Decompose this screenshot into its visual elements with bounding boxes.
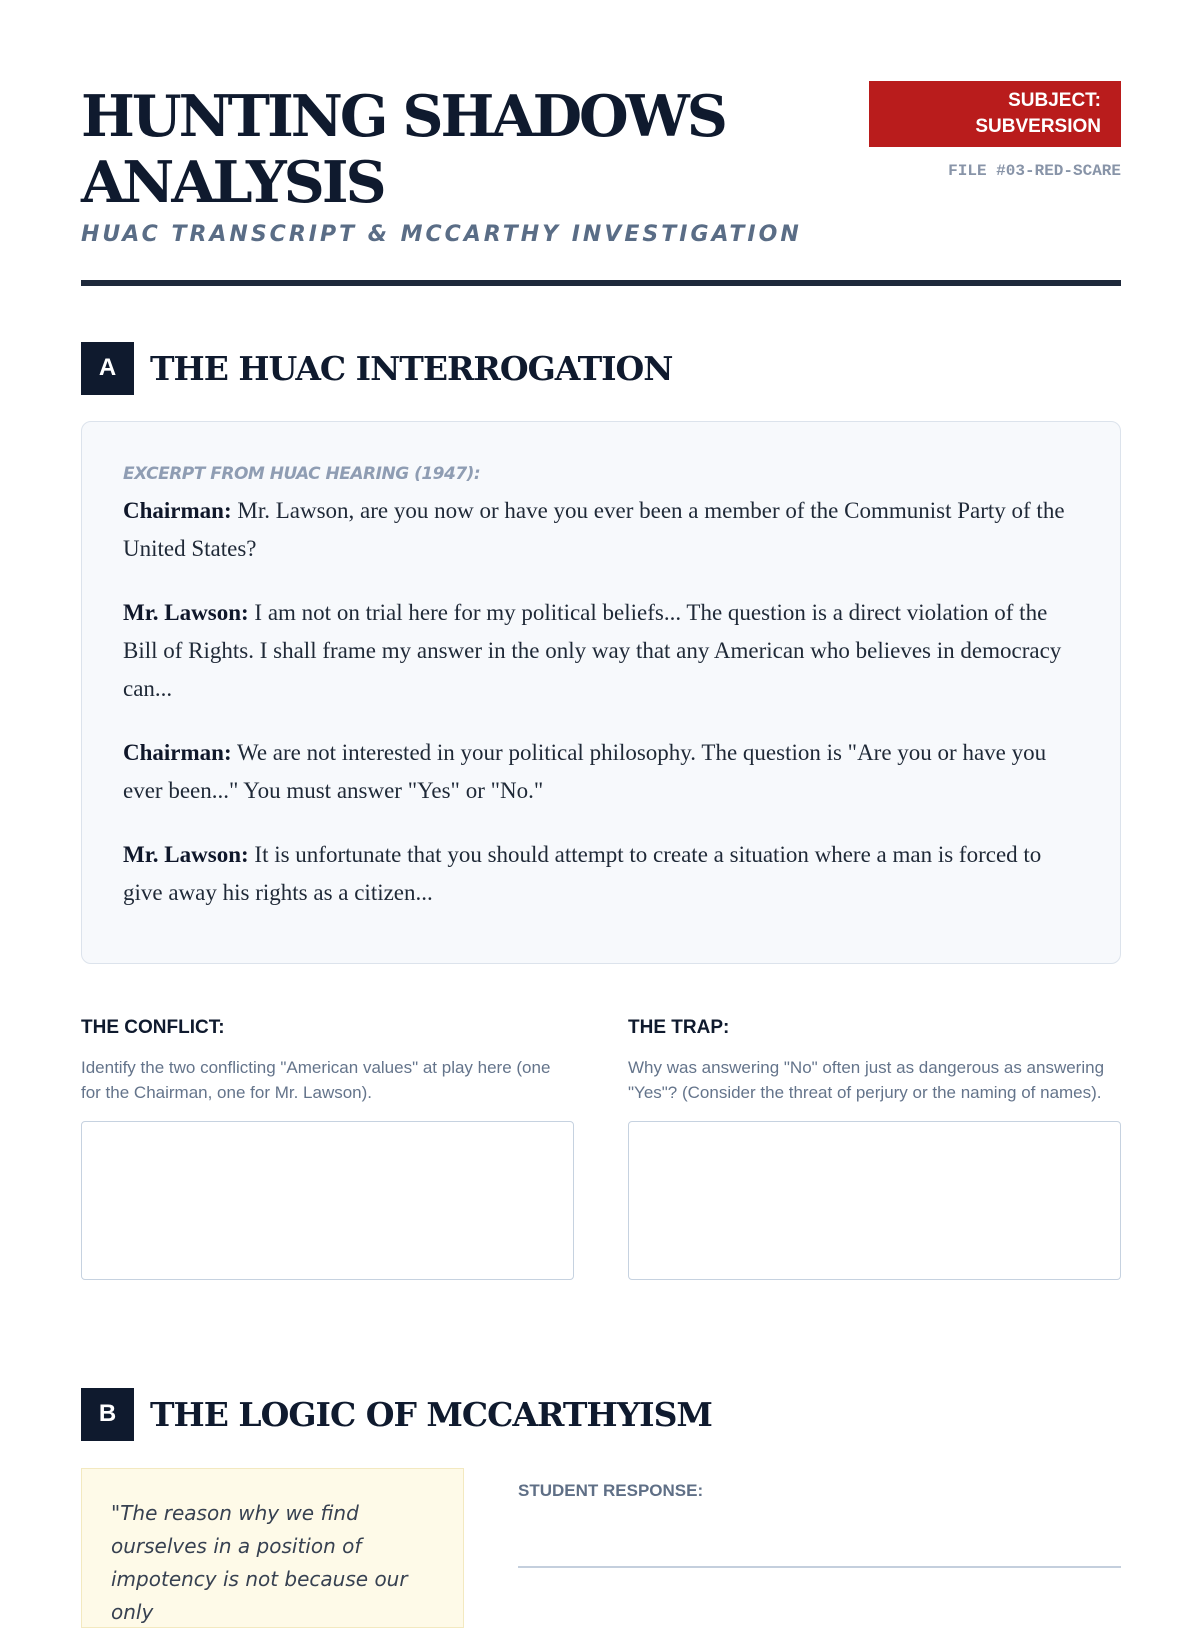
speech-text: We are not interested in your political philosophy. The question is "Are you or have you ever been..." You must answer "Yes" or "No." (123, 740, 1047, 803)
trap-prompt: Why was answering "No" often just as dangerous as answering "Yes"? (Consider the threat of perjury or the naming of names). (628, 1058, 1105, 1102)
speech-text: It is unfortunate that you should attempt to create a situation where a man is forced to give away his rights as a citizen... (123, 842, 1042, 905)
header-divider (81, 280, 1121, 286)
mccarthy-quote: "The reason why we find ourselves in a position of impotency is not because our only (111, 1501, 408, 1624)
file-number: FILE #03-RED-SCARE (948, 162, 1121, 180)
conflict-answer-box[interactable] (81, 1121, 574, 1280)
section-a-title: THE HUAC INTERROGATION (150, 348, 673, 388)
section-a-letter: A (81, 342, 134, 395)
transcript-excerpt (81, 421, 1121, 964)
transcript-line (123, 594, 1080, 708)
page-title: HUNTING SHADOWS ANALYSIS (81, 83, 725, 216)
student-response-line[interactable] (518, 1566, 1121, 1568)
conflict-prompt: Identify the two conflicting "American values" at play here (one for the Chairman, one for Mr. Lawson). (81, 1058, 551, 1102)
trap-question (628, 1017, 1121, 1280)
trap-answer-box[interactable] (628, 1121, 1121, 1280)
transcript-line (123, 734, 1080, 810)
student-response-label: STUDENT RESPONSE: (518, 1481, 704, 1500)
speech-text: Mr. Lawson, are you now or have you ever been a member of the Communist Party of the United States? (123, 498, 1065, 561)
section-a-header (81, 341, 672, 395)
excerpt-label: EXCERPT FROM HUAC HEARING (1947): (123, 464, 481, 484)
section-b-header (81, 1387, 712, 1441)
section-b-title: THE LOGIC OF MCCARTHYISM (150, 1394, 712, 1434)
subject-badge (869, 81, 1121, 147)
speaker-name: Mr. Lawson: (123, 842, 249, 867)
page-subtitle: HUAC TRANSCRIPT & MCCARTHY INVESTIGATION (81, 222, 802, 247)
speech-text: I am not on trial here for my political beliefs... The question is a direct violation of the Bill of Rights. I shall frame my answer in the only way that any American who believes in democracy can... (123, 600, 1062, 701)
transcript-line (123, 836, 1080, 912)
transcript-line (123, 492, 1080, 568)
conflict-question (81, 1017, 574, 1280)
speaker-name: Chairman: (123, 740, 232, 765)
speaker-name: Mr. Lawson: (123, 600, 249, 625)
section-b-letter: B (81, 1388, 134, 1441)
conflict-title: THE CONFLICT: (81, 1017, 225, 1038)
badge-line-2: SUBVERSION (975, 116, 1101, 137)
trap-title: THE TRAP: (628, 1017, 730, 1038)
worksheet-page (81, 0, 1121, 1624)
badge-line-1: SUBJECT: (1008, 90, 1101, 111)
mccarthy-quote-box (81, 1468, 464, 1628)
speaker-name: Chairman: (123, 498, 232, 523)
